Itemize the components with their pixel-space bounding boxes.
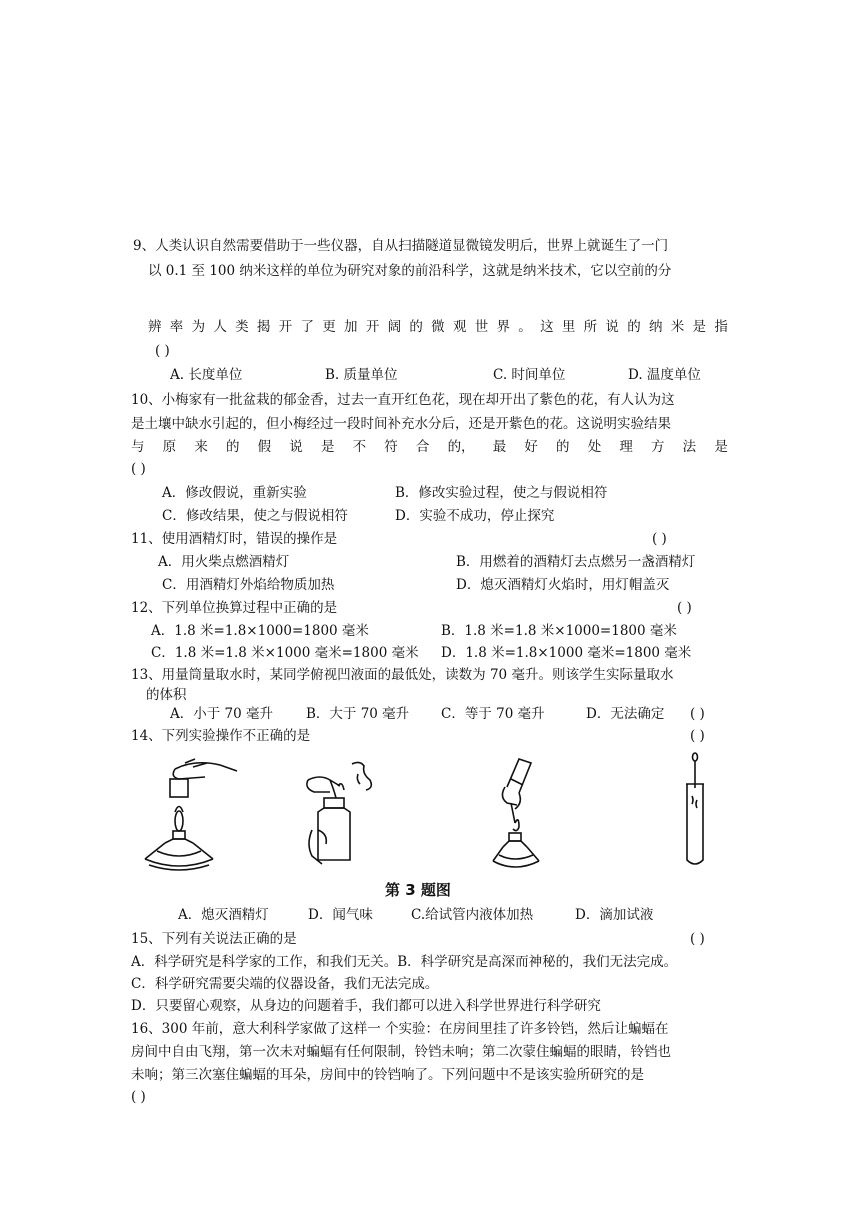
q14-option-b: D．闻气味 bbox=[308, 907, 373, 923]
q9-line3-char: 界 bbox=[496, 319, 510, 335]
q12-stem: 12、下列单位换算过程中正确的是 bbox=[131, 600, 338, 616]
q9-option-c: C. 时间单位 bbox=[493, 367, 566, 383]
q9-line3-char: 类 bbox=[235, 319, 249, 335]
q9-line3-char: 的 bbox=[409, 319, 423, 335]
q13-line-2: 的体积 bbox=[146, 687, 187, 703]
q10-line3-char: 与 bbox=[131, 439, 145, 455]
q15-option-c: C．科学研究需要尖端的仪器设备，我们无法完成。 bbox=[131, 976, 439, 992]
q10-line-2: 是土壤中缺水引起的，但小梅经过一段时间补充水分后，还是开紫色的花。这说明实验结果 bbox=[131, 416, 671, 432]
q11-answer-blank: ( ) bbox=[652, 531, 667, 547]
q14-option-a: A．熄灭酒精灯 bbox=[178, 907, 269, 923]
q9-line3-char: 率 bbox=[169, 319, 184, 335]
q14-stem: 14、下列实验操作不正确的是 bbox=[131, 728, 311, 744]
q13-answer-blank: ( ) bbox=[690, 706, 705, 722]
q9-line3-char: 了 bbox=[300, 319, 314, 335]
q9-option-d: D. 温度单位 bbox=[628, 367, 701, 383]
q9-answer-blank: ( ) bbox=[155, 343, 170, 359]
q9-line-2: 以 0.1 至 100 纳米这样的单位为研究对象的前沿科学，这就是纳米技术，它以空前的分 bbox=[148, 263, 672, 279]
q14-option-d: D．滴加试液 bbox=[575, 907, 654, 923]
q13-option-b: B．大于 70 毫升 bbox=[306, 706, 410, 722]
q16-line-3: 未响；第三次塞住蝙蝠的耳朵，房间中的铃铛响了。下列问题中不是该实验所研究的是 bbox=[131, 1067, 644, 1083]
q11-option-b: B．用燃着的酒精灯去点燃另一盏酒精灯 bbox=[456, 554, 696, 570]
q9-line3-char: 里 bbox=[561, 319, 576, 335]
q10-line3-char: 符 bbox=[384, 439, 398, 455]
q10-line3-char: 是 bbox=[320, 439, 335, 455]
q12-option-d: D．1.8 米=1.8×1000 毫米=1800 毫米 bbox=[441, 645, 692, 661]
q13-line-1: 13、用量筒量取水时，某同学俯视凹液面的最低处，读数为 70 毫升。则该学生实际量取水 bbox=[131, 667, 674, 683]
figure-extinguish-lamp bbox=[135, 757, 245, 875]
q11-option-a: A．用火柴点燃酒精灯 bbox=[158, 554, 290, 570]
q16-line-2: 房间中自由飞翔，第一次未对蝙蝠有任何限制，铃铛未响；第二次蒙住蝙蝠的眼睛，铃铛也 bbox=[131, 1044, 671, 1060]
q9-line3-char: 辨 bbox=[148, 319, 162, 335]
figure-add-reagent-drops bbox=[683, 752, 713, 870]
q9-line3-char: 为 bbox=[191, 319, 206, 335]
q12-option-b: B．1.8 米=1.8 米×1000=1800 毫米 bbox=[441, 623, 677, 639]
q10-option-c: C．修改结果，使之与假说相符 bbox=[162, 508, 348, 524]
q10-line-1: 10、小梅家有一批盆栽的郁金香，过去一直开红色花，现在却开出了紫色的花，有人认为这 bbox=[131, 392, 675, 408]
q10-line3-char: 不 bbox=[352, 439, 367, 455]
q10-line3-char: 说 bbox=[289, 439, 303, 455]
q10-line3-char: 来 bbox=[194, 439, 208, 455]
q9-line3-char: 开 bbox=[365, 319, 380, 335]
q10-option-d: D．实验不成功，停止探究 bbox=[395, 508, 555, 524]
q10-line3-char: 好 bbox=[524, 439, 538, 455]
q9-line3-char: 微 bbox=[431, 319, 445, 335]
q9-line3-char: 观 bbox=[452, 319, 467, 335]
q13-option-a: A．小于 70 毫升 bbox=[170, 706, 274, 722]
q10-line3-char: 法 bbox=[682, 439, 697, 455]
q9-line3-char: 这 bbox=[540, 319, 554, 335]
q10-line3-char: 最 bbox=[492, 439, 507, 455]
q16-answer-blank: ( ) bbox=[131, 1089, 146, 1105]
q10-line3-char: 理 bbox=[619, 439, 633, 455]
figure-caption: 第 3 题图 bbox=[385, 881, 451, 899]
q9-line-1: 9、人类认识自然需要借助于一些仪器，自从扫描隧道显微镜发明后，世界上就诞生了一门 bbox=[133, 238, 669, 254]
q9-line3-char: 所 bbox=[583, 319, 598, 335]
figure-heat-test-tube bbox=[485, 757, 555, 875]
q9-line3-char: 米 bbox=[670, 319, 685, 335]
q12-answer-blank: ( ) bbox=[677, 600, 692, 616]
q12-option-c: C．1.8 米=1.8 米×1000 毫米=1800 毫米 bbox=[151, 645, 419, 661]
q15-stem: 15、下列有关说法正确的是 bbox=[131, 931, 297, 947]
q15-option-d: D．只要留心观察，从身边的问题着手，我们都可以进入科学世界进行科学研究 bbox=[131, 998, 601, 1014]
q13-option-d: D．无法确定 bbox=[586, 706, 665, 722]
q9-line3-char: 世 bbox=[474, 319, 489, 335]
q9-line3-char: 说 bbox=[605, 319, 619, 335]
figure-smell-gas bbox=[300, 760, 380, 875]
q9-option-a: A. 长度单位 bbox=[170, 367, 243, 383]
q10-answer-blank: ( ) bbox=[131, 461, 146, 477]
q11-stem: 11、使用酒精灯时，错误的操作是 bbox=[131, 531, 338, 547]
q16-line-1: 16、300 年前，意大利科学家做了这样一 个实验：在房间里挂了许多铃铛，然后让蝙蝠在 bbox=[131, 1021, 669, 1037]
q9-line-3 bbox=[148, 318, 728, 336]
q10-line3-char: 处 bbox=[587, 439, 602, 455]
q12-option-a: A．1.8 米=1.8×1000=1800 毫米 bbox=[151, 623, 369, 639]
q9-line3-char: 更 bbox=[322, 319, 336, 335]
q15-option-ab: A．科学研究是科学家的工作，和我们无关。B．科学研究是高深而神秘的，我们无法完成。 bbox=[131, 954, 678, 970]
q11-option-d: D．熄灭酒精灯火焰时，用灯帽盖灭 bbox=[456, 577, 670, 593]
q10-line3-char: 合 bbox=[415, 439, 430, 455]
q9-line3-char: 指 bbox=[714, 319, 728, 335]
q10-line3-char: 假 bbox=[257, 439, 272, 455]
q9-option-b: B. 质量单位 bbox=[325, 367, 398, 383]
q9-line3-char: 纳 bbox=[648, 319, 663, 335]
q9-line3-char: 揭 bbox=[256, 319, 271, 335]
q14-option-c: C.给试管内液体加热 bbox=[411, 907, 534, 923]
q9-line3-char: 的 bbox=[627, 319, 641, 335]
q10-line3-char: 的 bbox=[556, 439, 570, 455]
q10-line3-char: 原 bbox=[162, 439, 177, 455]
q9-line3-char: 阔 bbox=[387, 319, 402, 335]
q10-line3-char: 是 bbox=[714, 439, 728, 455]
q11-option-c: C．用酒精灯外焰给物质加热 bbox=[162, 577, 335, 593]
q9-line3-char: 加 bbox=[344, 319, 358, 335]
q10-option-a: A．修改假说，重新实验 bbox=[162, 485, 307, 501]
q10-line3-char: 的 bbox=[225, 439, 240, 455]
q14-answer-blank: ( ) bbox=[690, 728, 705, 744]
q9-line3-char: 人 bbox=[213, 319, 227, 335]
q9-line3-char: 是 bbox=[692, 319, 707, 335]
q10-option-b: B．修改实验过程，使之与假说相符 bbox=[395, 485, 608, 501]
q10-line-3 bbox=[131, 438, 728, 456]
q10-line3-char: 方 bbox=[651, 439, 665, 455]
q10-line3-char: 的， bbox=[447, 439, 475, 455]
q13-option-c: C．等于 70 毫升 bbox=[441, 706, 545, 722]
q15-answer-blank: ( ) bbox=[690, 931, 705, 947]
q9-line3-char: 开 bbox=[278, 319, 293, 335]
q9-line3-char: 。 bbox=[518, 319, 532, 335]
